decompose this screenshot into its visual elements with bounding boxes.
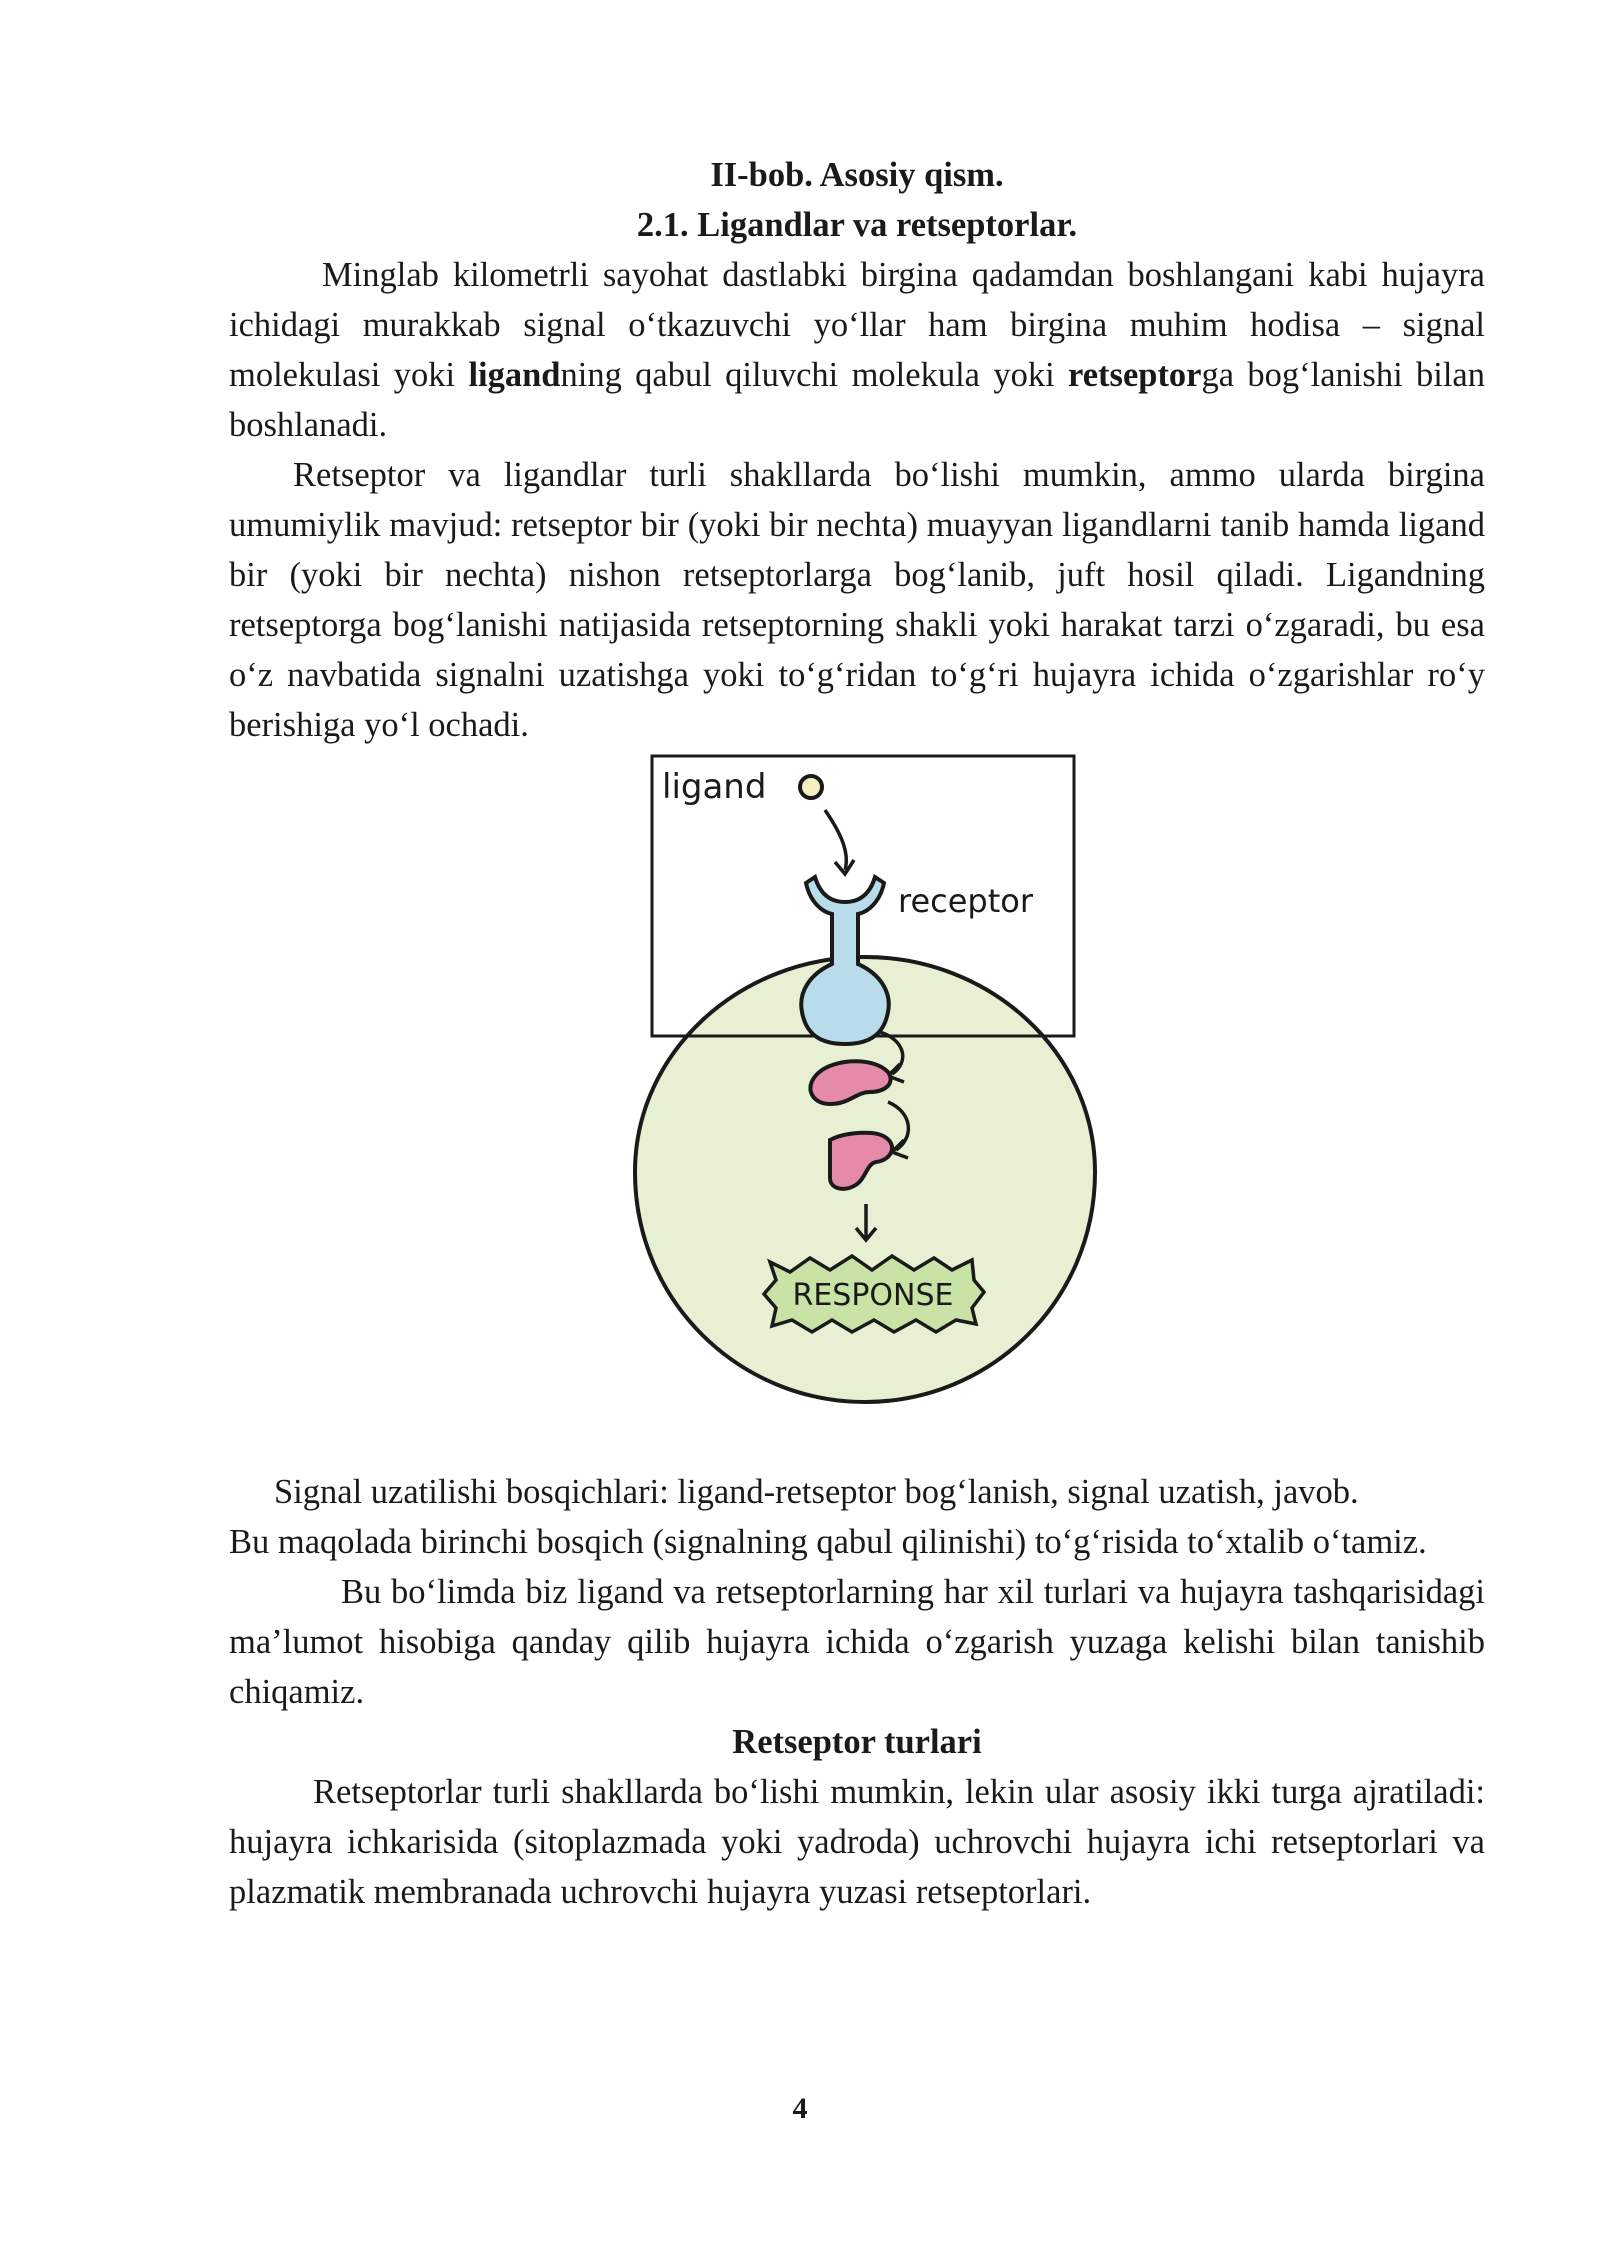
paragraph-intro-part3: ga bog‘lanishi bilan boshlanadi. (229, 356, 1485, 444)
page-body (229, 150, 1485, 750)
ligand-molecule (800, 776, 822, 798)
paragraph-intro (229, 250, 1485, 450)
term-retseptor: retseptor (1068, 356, 1202, 394)
paragraph-receptor-ligand: Retseptor va ligandlar turli shakllarda bo‘lishi mumkin, ammo ularda birgina umumiylik mavjud: retseptor bir (yoki bir nechta) muayyan ligandlarni tanib hamda ligand bir (yoki bir nechta) nishon retseptorlarga bog‘lanib, juft hosil qiladi. Ligandning retseptorga bog‘lanishi natijasida retseptorning shakli yoki harakat tarzi o‘zgaradi, bu esa o‘z navbatida signalni uzatishga yoki to‘g‘ridan to‘g‘ri hujayra ichida o‘zgarishlar ro‘y berishiga yo‘l ochadi. (229, 456, 1485, 744)
page-number: 4 (792, 2092, 808, 2125)
receptor-label: receptor (898, 882, 1034, 920)
ligand-label: ligand (662, 767, 767, 807)
paragraph-article-focus: Bu maqolada birinchi bosqich (signalning qabul qilinishi) to‘g‘risida to‘xtalib o‘tamiz. (229, 1523, 1427, 1561)
figure-svg (630, 752, 1100, 1418)
response-label: RESPONSE (792, 1278, 954, 1313)
paragraph-section-intro: Bu bo‘limda biz ligand va retseptorlarning har xil turlari va hujayra tashqarisidagi ma’lumot hisobiga qanday qilib hujayra ichida o‘zgarish yuzaga kelishi bilan tanishib chiqamiz. (229, 1573, 1485, 1711)
paragraph-intro-part1: Minglab kilometrli sayohat dastlabki birgina qadamdan boshlangani kabi hujayra ichidagi murakkab signal o‘tkazuvchi yo‘llar ham birgina muhim hodisa – signal molekulasi yoki (229, 256, 1485, 394)
paragraph-receptor-types: Retseptorlar turli shakllarda bo‘lishi mumkin, lekin ular asosiy ikki turga ajratiladi: hujayra ichkarisida (sitoplazmada yoki yadroda) uchrovchi hujayra ichi retseptorlari va plazmatik membranada uchrovchi hujayra yuzasi retseptorlari. (229, 1773, 1485, 1911)
arrow-binding (825, 810, 846, 870)
paragraph-intro-part2: ning qabul qiluvchi molekula yoki (560, 356, 1069, 394)
signal-reception-figure (630, 752, 1100, 1418)
term-ligand: ligand (468, 356, 561, 394)
subheading-receptor-types: Retseptor turlari (732, 1723, 982, 1761)
section-title: 2.1. Ligandlar va retseptorlar. (636, 206, 1078, 244)
paragraph-stages: Signal uzatilishi bosqichlari: ligand-retseptor bog‘lanish, signal uzatish, javob. (274, 1473, 1359, 1511)
chapter-title: II-bob. Asosiy qism. (710, 156, 1004, 194)
lower-text (229, 1467, 1485, 1917)
